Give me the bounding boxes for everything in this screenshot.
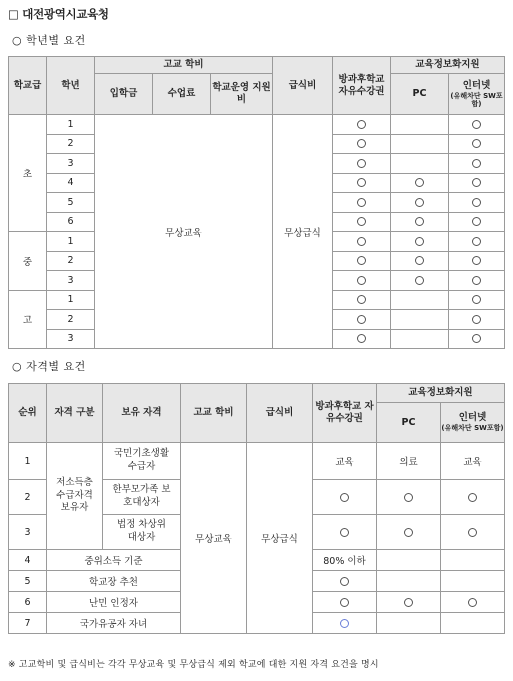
check-circle-icon [415, 217, 424, 226]
check-circle-icon [357, 217, 366, 226]
grade-cell: 3 [47, 271, 95, 291]
grade-cell: 4 [47, 173, 95, 193]
check-circle-icon [404, 528, 413, 537]
table-row [9, 115, 505, 135]
check-circle-icon [468, 598, 477, 607]
internet-cell [441, 613, 505, 634]
pc-cell [377, 550, 441, 571]
qualification-cell: 법정 차상위 대상자 [103, 515, 181, 550]
after-school-cell [333, 271, 391, 291]
school-level-cell: 초 [9, 115, 47, 232]
after-school-cell [333, 310, 391, 330]
page-title: □ 대전광역시교육청 [8, 7, 109, 21]
internet-cell [449, 173, 505, 193]
header-tuition-2: 고교 학비 [181, 384, 247, 443]
check-circle-icon [415, 198, 424, 207]
after-school-cell [333, 212, 391, 232]
grade-cell: 2 [47, 310, 95, 330]
check-circle-icon [472, 139, 481, 148]
pc-cell [391, 251, 449, 271]
after-school-cell [333, 329, 391, 349]
pc-cell [377, 480, 441, 515]
pc-cell: 의료 [377, 443, 441, 480]
category-cell: 학교장 추천 [47, 571, 181, 592]
category-cell: 난민 인정자 [47, 592, 181, 613]
internet-cell [441, 592, 505, 613]
check-circle-icon [468, 493, 477, 502]
header-grade: 학년 [47, 57, 95, 115]
after-school-cell [333, 154, 391, 174]
grade-cell: 3 [47, 329, 95, 349]
check-circle-icon [472, 178, 481, 187]
low-income-category-cell: 저소득층 수급자격 보유자 [47, 443, 103, 550]
internet-cell [449, 232, 505, 252]
internet-cell [449, 134, 505, 154]
internet-cell [449, 290, 505, 310]
meal-merged-cell: 무상급식 [273, 115, 333, 349]
check-circle-icon [415, 237, 424, 246]
pc-cell [391, 115, 449, 135]
qualification-cell: 국민기초생활 수급자 [103, 443, 181, 480]
internet-cell: 교육 [441, 443, 505, 480]
rank-cell: 7 [9, 613, 47, 634]
check-circle-icon [404, 598, 413, 607]
table-row [9, 443, 505, 480]
check-circle-icon [472, 159, 481, 168]
header-pc: PC [391, 74, 449, 115]
grade-cell: 6 [47, 212, 95, 232]
rank-cell: 5 [9, 571, 47, 592]
check-circle-icon [340, 619, 349, 628]
check-circle-icon [472, 295, 481, 304]
header-internet [449, 74, 505, 115]
qualification-cell: 한부모가족 보호대상자 [103, 480, 181, 515]
header-internet-label-2: 인터넷 [458, 412, 487, 424]
tuition-merged-cell: 무상교육 [95, 115, 273, 349]
header-meal-2: 급식비 [247, 384, 313, 443]
rank-cell: 6 [9, 592, 47, 613]
header-edu-info: 교육정보화지원 [391, 57, 505, 74]
category-cell: 중위소득 기준 [47, 550, 181, 571]
check-circle-icon [472, 198, 481, 207]
qualification-requirements-table [8, 383, 505, 634]
grade-cell: 1 [47, 115, 95, 135]
check-circle-icon [357, 159, 366, 168]
pc-cell [391, 232, 449, 252]
internet-cell [441, 550, 505, 571]
rank-cell: 1 [9, 443, 47, 480]
header-qualification: 보유 자격 [103, 384, 181, 443]
after-school-cell [313, 515, 377, 550]
pc-cell [391, 212, 449, 232]
pc-cell [391, 290, 449, 310]
header-internet-2 [441, 403, 505, 443]
header-edu-info-2: 교육정보화지원 [377, 384, 505, 403]
school-level-cell: 중 [9, 232, 47, 291]
internet-cell [449, 193, 505, 213]
meal-merged-cell: 무상급식 [247, 443, 313, 634]
footnote: ※ 고교학비 및 급식비는 각각 무상교육 및 무상급식 제외 학교에 대한 지원 자격 요건을 명시 [8, 660, 379, 670]
check-circle-icon [340, 493, 349, 502]
check-circle-icon [357, 256, 366, 265]
check-circle-icon [357, 178, 366, 187]
pc-cell [391, 271, 449, 291]
rank-cell: 3 [9, 515, 47, 550]
header-after-school-2: 방과후학교 자유수강권 [313, 384, 377, 443]
check-circle-icon [357, 315, 366, 324]
header-tuition: 고교 학비 [95, 57, 273, 74]
pc-cell [391, 134, 449, 154]
after-school-cell [313, 613, 377, 634]
internet-cell [449, 271, 505, 291]
pc-cell [391, 154, 449, 174]
check-circle-icon [340, 577, 349, 586]
internet-cell [449, 115, 505, 135]
after-school-cell [313, 480, 377, 515]
category-cell: 국가유공자 자녀 [47, 613, 181, 634]
header-after-school: 방과후학교 자유수강권 [333, 57, 391, 115]
grade-cell: 3 [47, 154, 95, 174]
header-rank: 순위 [9, 384, 47, 443]
header-meal: 급식비 [273, 57, 333, 115]
pc-cell [377, 515, 441, 550]
header-pc-2: PC [377, 403, 441, 443]
after-school-cell [313, 571, 377, 592]
rank-cell: 4 [9, 550, 47, 571]
internet-cell [449, 212, 505, 232]
section-heading-grade: ○ 학년별 요건 [12, 34, 86, 47]
check-circle-icon [357, 334, 366, 343]
grade-requirements-table [8, 56, 505, 349]
check-circle-icon [415, 276, 424, 285]
check-circle-icon [472, 256, 481, 265]
after-school-cell: 80% 이하 [313, 550, 377, 571]
rank-cell: 2 [9, 480, 47, 515]
after-school-cell [333, 251, 391, 271]
internet-cell [449, 154, 505, 174]
check-circle-icon [472, 315, 481, 324]
after-school-cell [333, 115, 391, 135]
internet-cell [449, 329, 505, 349]
after-school-cell [313, 592, 377, 613]
header-admission-fee: 입학금 [95, 74, 153, 115]
internet-cell [449, 310, 505, 330]
pc-cell [377, 571, 441, 592]
pc-cell [391, 193, 449, 213]
pc-cell [391, 310, 449, 330]
grade-cell: 2 [47, 251, 95, 271]
check-circle-icon [357, 139, 366, 148]
header-operation-fee: 학교운영 지원비 [211, 74, 273, 115]
header-internet-label: 인터넷 [462, 79, 491, 91]
check-circle-icon [357, 295, 366, 304]
header-class-fee: 수업료 [153, 74, 211, 115]
check-circle-icon [468, 528, 477, 537]
section-heading-qualification: ○ 자격별 요건 [12, 360, 86, 373]
check-circle-icon [472, 334, 481, 343]
check-circle-icon [404, 493, 413, 502]
after-school-cell: 교육 [313, 443, 377, 480]
header-internet-note: (유해차단 SW포함) [450, 91, 503, 108]
check-circle-icon [357, 120, 366, 129]
internet-cell [441, 571, 505, 592]
check-circle-icon [415, 178, 424, 187]
pc-cell [391, 329, 449, 349]
grade-cell: 2 [47, 134, 95, 154]
check-circle-icon [415, 256, 424, 265]
grade-cell: 1 [47, 232, 95, 252]
check-circle-icon [472, 217, 481, 226]
grade-cell: 1 [47, 290, 95, 310]
school-level-cell: 고 [9, 290, 47, 349]
check-circle-icon [340, 528, 349, 537]
pc-cell [377, 613, 441, 634]
internet-cell [441, 480, 505, 515]
header-internet-note-2: (유해차단 SW포함) [441, 424, 504, 433]
check-circle-icon [357, 276, 366, 285]
after-school-cell [333, 232, 391, 252]
check-circle-icon [472, 120, 481, 129]
grade-cell: 5 [47, 193, 95, 213]
tuition-merged-cell: 무상교육 [181, 443, 247, 634]
pc-cell [377, 592, 441, 613]
check-circle-icon [472, 237, 481, 246]
check-circle-icon [357, 198, 366, 207]
internet-cell [441, 515, 505, 550]
check-circle-icon [472, 276, 481, 285]
after-school-cell [333, 290, 391, 310]
check-circle-icon [340, 598, 349, 607]
check-circle-icon [357, 237, 366, 246]
after-school-cell [333, 134, 391, 154]
after-school-cell [333, 173, 391, 193]
pc-cell [391, 173, 449, 193]
internet-cell [449, 251, 505, 271]
header-category: 자격 구분 [47, 384, 103, 443]
header-school-level: 학교급 [9, 57, 47, 115]
after-school-cell [333, 193, 391, 213]
